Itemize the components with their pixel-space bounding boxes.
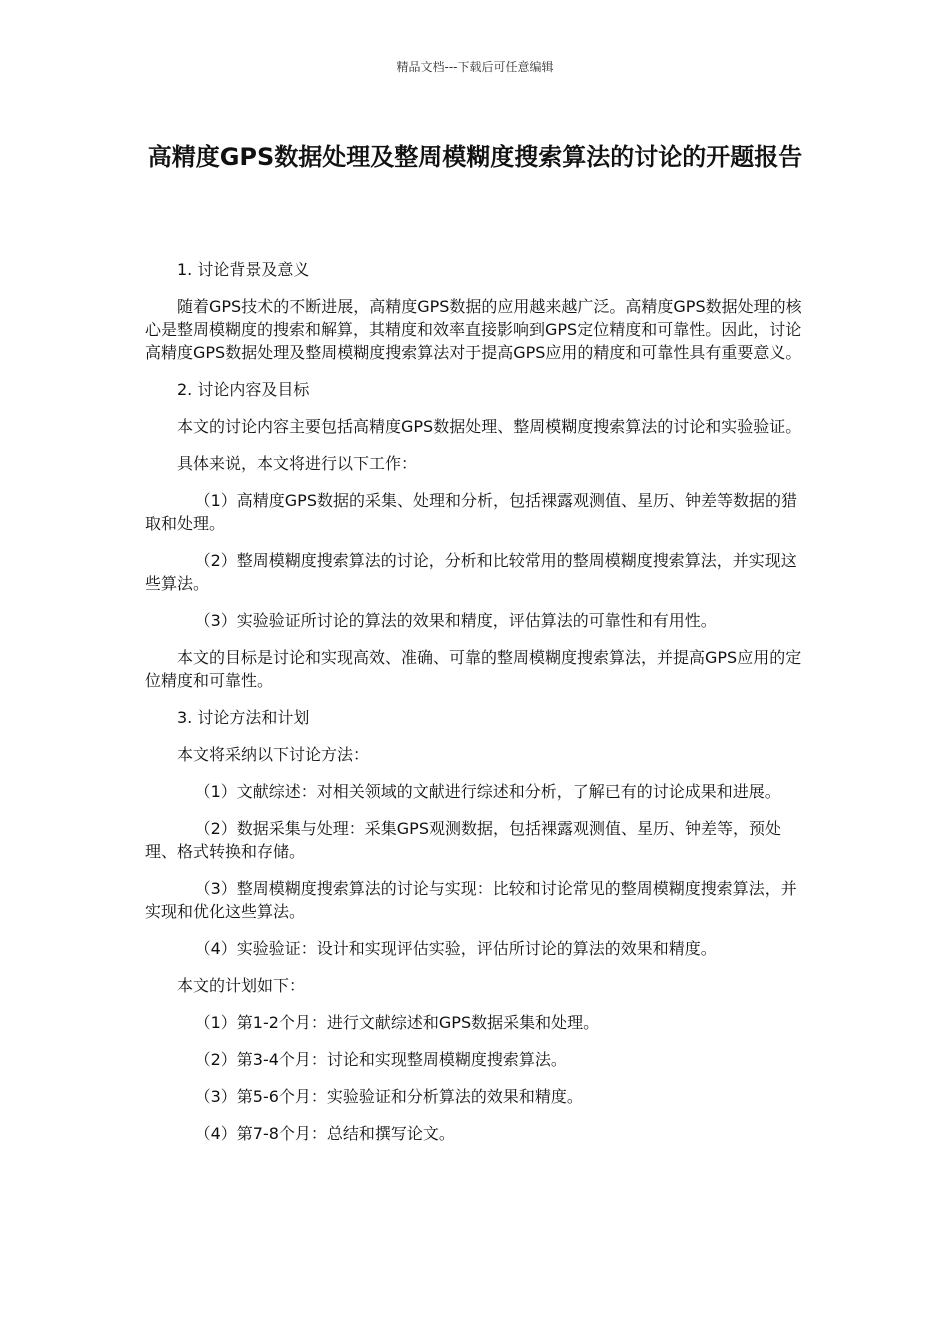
paragraph-method-intro: 本文将采纳以下讨论方法：	[177, 745, 370, 764]
plan-item: （3）第5-6个月：实验验证和分析算法的效果和精度。	[194, 1087, 583, 1106]
method-item: （4）实验验证：设计和实现评估实验，评估所讨论的算法的效果和精度。	[194, 939, 717, 958]
work-item: （2）整周模糊度搜索算法的讨论，分析和比较常用的整周模糊度搜索算法，并实现这些算法。	[145, 551, 797, 593]
paragraph-content-intro: 本文的讨论内容主要包括高精度GPS数据处理、整周模糊度搜索算法的讨论和实验验证。	[177, 417, 802, 436]
document-body	[145, 258, 805, 1159]
method-item: （3）整周模糊度搜索算法的讨论与实现：比较和讨论常见的整周模糊度搜索算法，并实现和优化这些算法。	[145, 879, 797, 921]
plan-item: （4）第7-8个月：总结和撰写论文。	[194, 1124, 455, 1143]
paragraph-work-intro: 具体来说，本文将进行以下工作：	[177, 454, 418, 473]
work-item: （1）高精度GPS数据的采集、处理和分析，包括裸露观测值、星历、钟差等数据的猎取和处理。	[145, 491, 797, 533]
plan-item: （1）第1-2个月：进行文献综述和GPS数据采集和处理。	[194, 1013, 600, 1032]
paragraph-background: 随着GPS技术的不断进展，高精度GPS数据的应用越来越广泛。高精度GPS数据处理的核心是整周模糊度的搜索和解算，其精度和效率直接影响到GPS定位精度和可靠性。因此，讨论高精度GPS数据处理及整周模糊度搜索算法对于提高GPS应用的精度和可靠性具有重要意义。	[145, 297, 802, 362]
section-heading: 3. 讨论方法和计划	[177, 708, 310, 727]
paragraph-plan-intro: 本文的计划如下：	[177, 976, 306, 995]
method-item: （2）数据采集与处理：采集GPS观测数据，包括裸露观测值、星历、钟差等，预处理、格式转换和存储。	[145, 819, 781, 861]
work-item: （3）实验验证所讨论的算法的效果和精度，评估算法的可靠性和有用性。	[194, 611, 717, 630]
method-item: （1）文献综述：对相关领域的文献进行综述和分析，了解已有的讨论成果和进展。	[194, 782, 781, 801]
paragraph-goal: 本文的目标是讨论和实现高效、准确、可靠的整周模糊度搜索算法，并提高GPS应用的定位精度和可靠性。	[145, 648, 802, 690]
section-heading: 1. 讨论背景及意义	[177, 260, 310, 279]
section-heading: 2. 讨论内容及目标	[177, 380, 310, 399]
document-title: 高精度GPS数据处理及整周模糊度搜索算法的讨论的开题报告	[147, 143, 803, 171]
header-note: 精品文档---下载后可任意编辑	[396, 60, 554, 74]
plan-item: （2）第3-4个月：讨论和实现整周模糊度搜索算法。	[194, 1050, 567, 1069]
